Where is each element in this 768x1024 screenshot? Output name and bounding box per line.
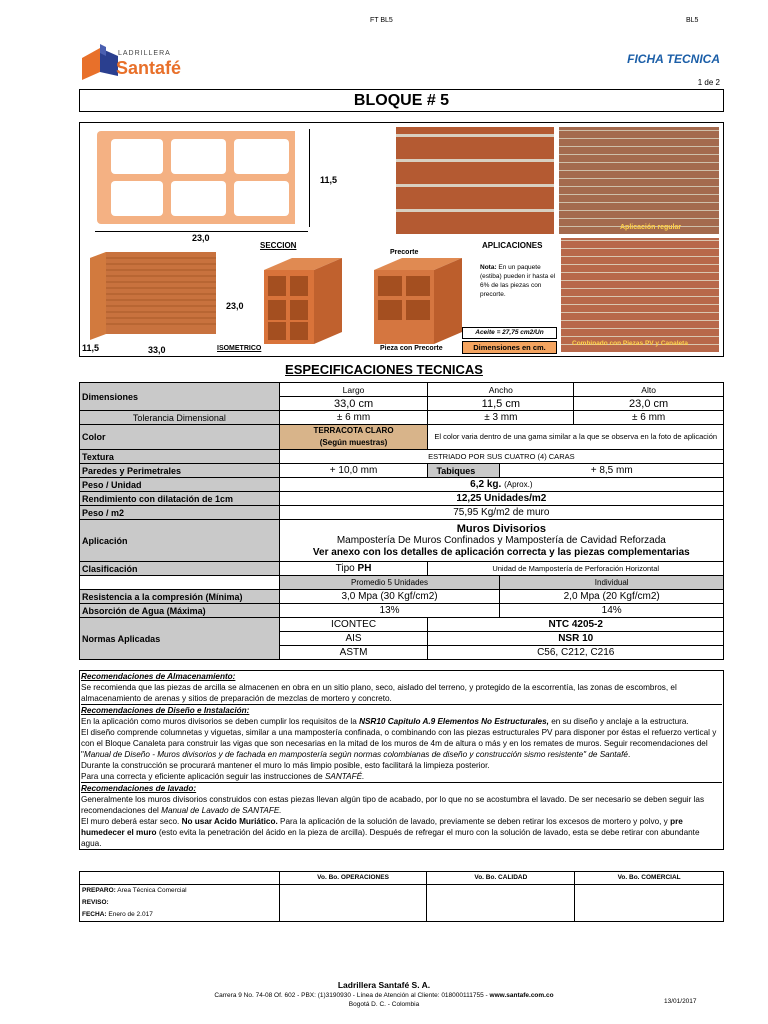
- blank-cell: [80, 872, 280, 885]
- design-text-3: Durante la construcción se procurará mantener el muro lo más limpio posible, esto facilitará la limpieza posterior.: [81, 761, 490, 770]
- cell: 75,95 Kg/m2 de muro: [279, 506, 723, 520]
- aplicacion-regular-caption: Aplicación regular: [620, 224, 682, 231]
- cell: ± 6 mm: [574, 411, 724, 425]
- col-header: Individual: [500, 576, 724, 590]
- cell: Muros Divisorios Mampostería De Muros Confinados y Mampostería de Cavidad Reforzada Ver anexo con los detalles de aplicación correcta y las piezas complementarias: [279, 520, 723, 562]
- vo-comercial: Vo. Bo. COMERCIAL: [575, 872, 724, 885]
- page-number: 1 de 2: [697, 78, 720, 87]
- cell: 12,25 Unidades/m2: [279, 492, 723, 506]
- iso-depth-label: 11,5: [82, 343, 100, 353]
- iso-height-label: 23,0: [226, 301, 244, 311]
- cell: ± 6 mm: [279, 411, 428, 425]
- cell: 23,0 cm: [574, 397, 724, 411]
- aplicacion-regular-photo: [559, 127, 719, 234]
- dim-width-label: 23,0: [192, 233, 210, 243]
- design-text-4: Para una correcta y eficiente aplicación seguir las instrucciones de SANTAFÉ.: [81, 772, 365, 781]
- row-label: Peso / m2: [80, 506, 280, 520]
- row-label: Paredes y Perimetrales: [80, 464, 280, 478]
- spec-title: ESPECIFICACIONES TECNICAS: [285, 362, 483, 377]
- row-label: Color: [80, 425, 280, 450]
- cell: + 8,5 mm: [500, 464, 724, 478]
- section-drawing: [95, 129, 295, 227]
- precorte-label: Precorte: [390, 249, 419, 256]
- row-label: Tabiques: [428, 464, 500, 478]
- col-header: Promedio 5 Unidades: [279, 576, 500, 590]
- cell: ASTM: [279, 646, 428, 660]
- cell: Tipo PH: [279, 562, 428, 576]
- brick-wall-photo: [396, 127, 554, 234]
- row-label: Resistencia a la compresión (Mínima): [80, 590, 280, 604]
- row-label: Rendimiento con dilatación de 1cm: [80, 492, 280, 506]
- col-header: Alto: [574, 383, 724, 397]
- cell: Unidad de Mampostería de Perforación Horizontal: [428, 562, 724, 576]
- ficha-tecnica-label: FICHA TECNICA: [627, 52, 720, 66]
- washing-heading: Recomendaciones de lavado:: [81, 784, 197, 793]
- cell: 13%: [279, 604, 500, 618]
- figures-panel: [79, 122, 724, 357]
- aplicaciones-label: APLICACIONES: [482, 241, 543, 250]
- cell: 14%: [500, 604, 724, 618]
- dim-height-label: 11,5: [320, 175, 338, 185]
- col-header: Largo: [279, 383, 428, 397]
- col-header: Ancho: [428, 383, 574, 397]
- design-text-2: El diseño comprende columnetas y viguetas, similar a una mampostería confinada, o combinando con las piezas estructurales PV para disponer por éstas el refuerzo vertical y con el Bloque Canaleta para construir las vigas que son necesarias en la mitad de los muros de 4m de altura o más y en los remates de muros. Seguir recomendaciones del "Manual de Diseño - Muros divisorios y de fachada en mampostería según normas colombianas de diseño y construcción sismo resistente" de Santafé.: [81, 728, 717, 759]
- isometric-drawing: [86, 248, 216, 344]
- row-label: Textura: [80, 450, 280, 464]
- footer-company: Ladrillera Santafé S. A.: [337, 980, 431, 990]
- doc-ref: BL5: [686, 17, 699, 24]
- cell: NTC 4205-2: [428, 618, 724, 632]
- cell: ± 3 mm: [428, 411, 574, 425]
- row-label: Normas Aplicadas: [80, 618, 280, 660]
- row-label: Peso / Unidad: [80, 478, 280, 492]
- row-label: Dimensiones: [80, 383, 280, 411]
- precorte-note: Nota: En un paquete (estiba) pueden ir hasta el 6% de las piezas con precorte.: [480, 264, 556, 298]
- storage-heading: Recomendaciones de Almacenamiento:: [81, 672, 236, 681]
- signature-box: [427, 885, 575, 922]
- dim-line: [95, 231, 308, 232]
- vo-operaciones: Vo. Bo. OPERACIONES: [279, 872, 427, 885]
- santafe-logo: [80, 40, 210, 85]
- isometrico-label: ISOMETRICO: [217, 345, 262, 352]
- footer-date: 13/01/2017: [664, 998, 697, 1005]
- page-title: BLOQUE # 5: [79, 89, 724, 112]
- spec-table: [79, 382, 724, 660]
- cell: El color varia dentro de una gama similar a la que se observa en la foto de aplicación: [428, 425, 724, 450]
- doc-code: FT BL5: [370, 17, 393, 24]
- design-heading: Recomendaciones de Diseño e Instalación:: [81, 706, 250, 715]
- brand-top: LADRILLERA: [118, 50, 171, 57]
- design-text-1: En la aplicación como muros divisorios se deben cumplir los requisitos de la NSR10 Capitulo A.9 Elementos No Estructurales, en su diseño y anclaje a la estructura.: [81, 717, 689, 726]
- signature-info: PREPARO: Area Técnica Comercial REVISO: FECHA: Enero de 2.017: [80, 885, 280, 922]
- row-label: Tolerancia Dimensional: [80, 411, 280, 425]
- combinado-caption: Combinado con Piezas PV y Canaleta: [572, 340, 688, 347]
- cell: 33,0 cm: [279, 397, 428, 411]
- washing-text-2: El muro deberá estar seco. No usar Acido Muriático. Para la aplicación de la solución de lavado, previamente se deben retirar los excesos de mortero y polvo, y pre humedecer el muro (esto evita la penetración del ácido en la pieza de arcilla). Después de refregar el muro con la solución de lavado, esta se debe retirar con abundante agua.: [81, 817, 700, 848]
- row-label: Aplicación: [80, 520, 280, 562]
- cell: ESTRIADO POR SUS CUATRO (4) CARAS: [279, 450, 723, 464]
- cell: 6,2 kg. (Aprox.): [279, 478, 723, 492]
- signature-box: [279, 885, 427, 922]
- washing-text-1: Generalmente los muros divisorios construidos con estas piezas llevan algún tipo de acabado, por lo que no se acostumbra el lavado. De ser necesario se deben seguir las recomendaciones del Manual de Lavado de SANTAFE.: [81, 795, 705, 815]
- vo-calidad: Vo. Bo. CALIDAD: [427, 872, 575, 885]
- signature-table: [79, 871, 724, 922]
- blank-cell: [80, 576, 280, 590]
- cell: 3,0 Mpa (30 Kgf/cm2): [279, 590, 500, 604]
- row-label: Absorción de Agua (Máxima): [80, 604, 280, 618]
- cell: AIS: [279, 632, 428, 646]
- cell: ICONTEC: [279, 618, 428, 632]
- color-cell: TERRACOTA CLARO (Según muestras): [279, 425, 428, 450]
- cell: C56, C212, C216: [428, 646, 724, 660]
- recommendations: [79, 670, 724, 850]
- cell: 11,5 cm: [428, 397, 574, 411]
- precorte-brick-photo: [262, 256, 468, 346]
- signature-box: [575, 885, 724, 922]
- cell: 2,0 Mpa (20 Kgf/cm2): [500, 590, 724, 604]
- iso-width-label: 33,0: [148, 345, 166, 355]
- combinado-photo: [561, 238, 719, 352]
- seccion-label: SECCION: [260, 241, 297, 250]
- dimensiones-cm-label: Dimensiones en cm.: [462, 341, 557, 354]
- brand-name: Santafé: [116, 58, 182, 78]
- storage-text: Se recomienda que las piezas de arcilla se almacenen en obra en un sitio plano, seco, aislado del terreno, y protegido de la escorrentía, las zonas de escombros, el almacenamiento de arenas y sitios de preparación de mezclas de mortero y concreto.: [81, 683, 677, 703]
- footer-address: Carrera 9 No. 74-08 Of. 602 - PBX: (1)3190930 - Línea de Atención al Cliente: 018000111755 - www.santafe.com.co: [214, 992, 554, 999]
- footer-city: Bogotá D. C. - Colombia: [348, 1001, 420, 1008]
- pieza-precorte-label: Pieza con Precorte: [380, 345, 443, 352]
- row-label: Clasificación: [80, 562, 280, 576]
- aceite-label: Aceite = 27,75 cm2/Un: [462, 327, 557, 339]
- cell: + 10,0 mm: [279, 464, 428, 478]
- dim-line: [309, 129, 310, 227]
- cell: NSR 10: [428, 632, 724, 646]
